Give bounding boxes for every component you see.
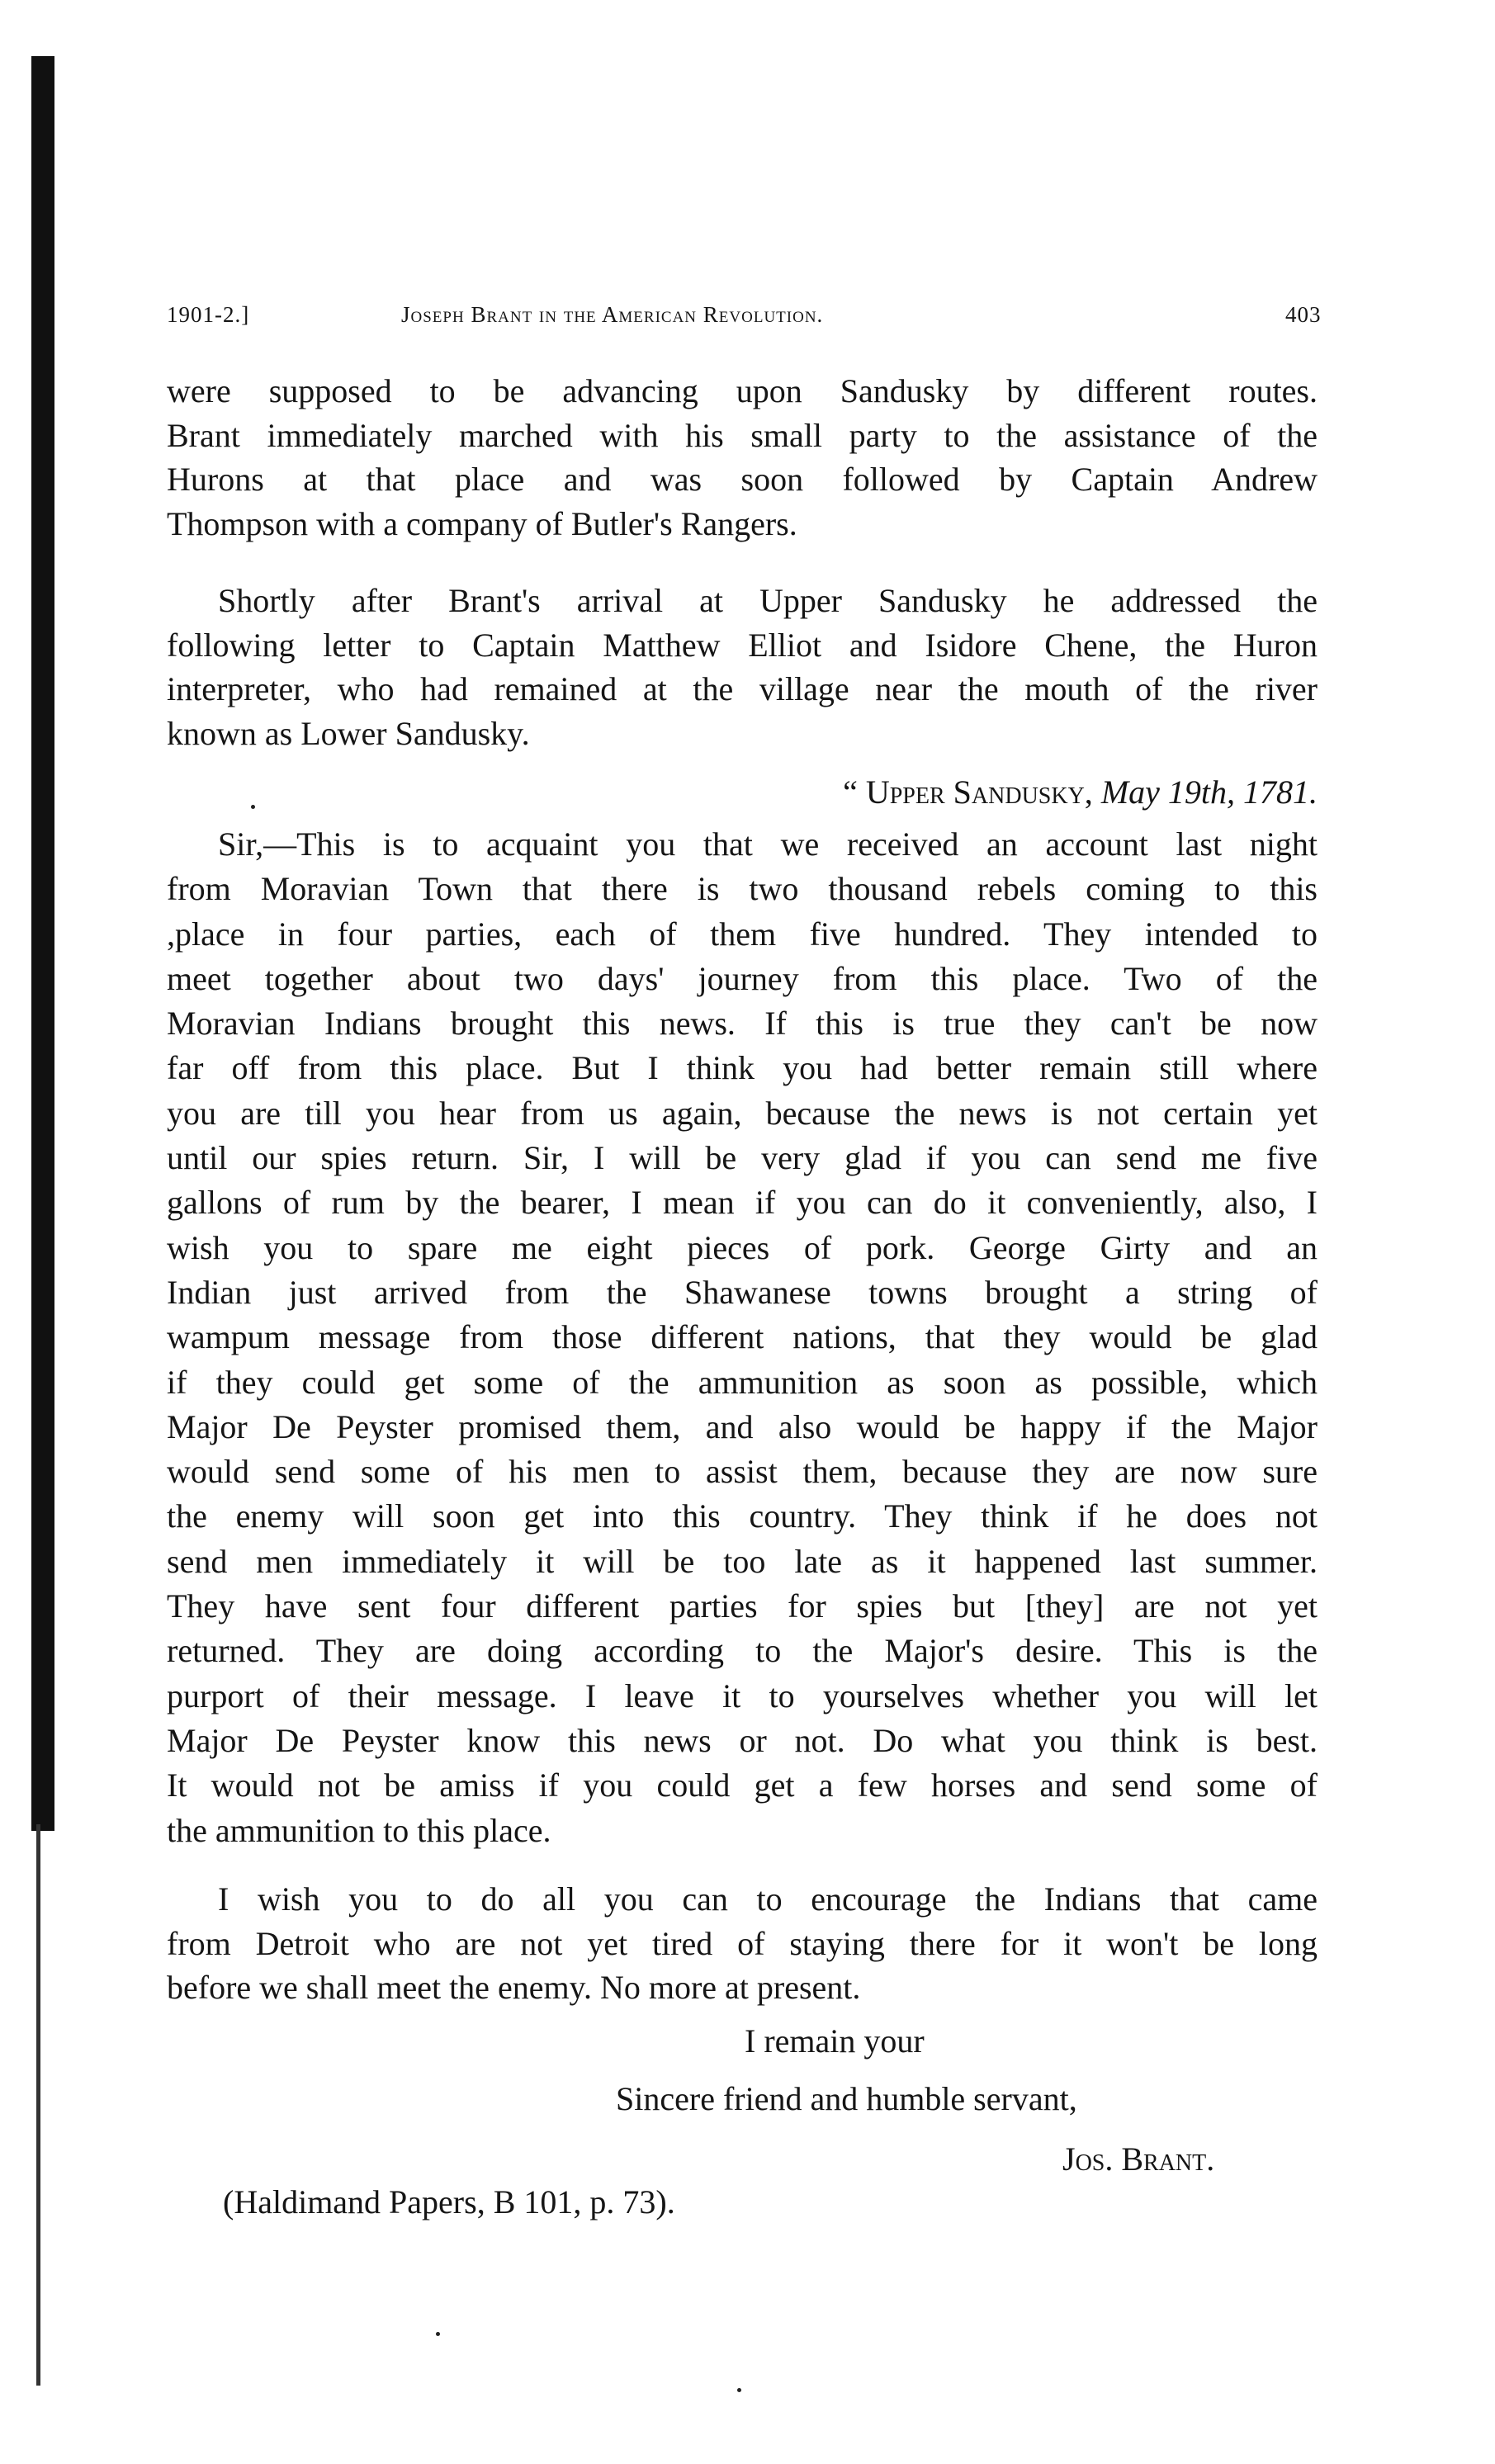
text-line: Shortly after Brant's arrival at Upper Sandusky he addressed the <box>218 582 1318 619</box>
text-line: purport of their message. I leave it to yourselves whether you will let <box>167 1677 1318 1714</box>
page-number: 403 <box>1285 302 1322 327</box>
speck <box>436 2332 440 2336</box>
running-title: Joseph Brant in the American Revolution. <box>401 302 824 327</box>
text-line: the enemy will soon get into this country. They think if he does not <box>167 1497 1318 1535</box>
speck <box>737 2388 741 2392</box>
scan-binding-edge <box>31 56 54 1831</box>
text-line: Indian just arrived from the Shawanese towns brought a string of <box>167 1273 1318 1311</box>
dateline-place: “ Upper Sandusky, <box>843 773 1093 811</box>
text-line: Major De Peyster promised them, and also would be happy if the Major <box>167 1407 1318 1445</box>
text-line: you are till you hear from us again, because the news is not certain yet <box>167 1094 1318 1132</box>
text-line: Moravian Indians brought this news. If this is true they can't be now <box>167 1005 1318 1043</box>
signoff-line-1: I remain your <box>745 2022 925 2060</box>
text-line: Major De Peyster know this news or not. Do what you think is best. <box>167 1721 1318 1759</box>
text-line: from Detroit who are not yet tired of staying there for it won't be long <box>167 1924 1318 1962</box>
signature: Jos. Brant. <box>1062 2140 1215 2178</box>
speck <box>251 805 255 809</box>
text-line: gallons of rum by the bearer, I mean if you can do it conveniently, also, I <box>167 1184 1318 1222</box>
header-volume: 1901-2.] <box>167 302 250 327</box>
text-line: interpreter, who had remained at the village near the mouth of the river <box>167 670 1318 707</box>
text-line: before we shall meet the enemy. No more at present. <box>167 1969 861 2006</box>
text-line: would send some of his men to assist them, because they are now sure <box>167 1453 1318 1491</box>
text-line: send men immediately it will be too late as it happened last summer. <box>167 1542 1318 1580</box>
text-line: the ammunition to this place. <box>167 1811 551 1849</box>
letter-body <box>167 822 1318 1853</box>
text-line: until our spies return. Sir, I will be very glad if you can send me five <box>167 1139 1318 1177</box>
text-line: from Moravian Town that there is two thousand rebels coming to this <box>167 870 1318 908</box>
closing-paragraph <box>167 1877 1318 2010</box>
text-line: meet together about two days' journey from this place. Two of the <box>167 959 1318 997</box>
citation: (Haldimand Papers, B 101, p. 73). <box>223 2183 675 2220</box>
text-line: Sir,—This is to acquaint you that we received an account last night <box>218 825 1318 863</box>
text-line: Brant immediately marched with his small party to the assistance of the <box>167 416 1318 454</box>
text-line: Thompson with a company of Butler's Rangers. <box>167 504 797 542</box>
dateline-date: May 19th, 1781. <box>1100 773 1318 811</box>
paragraph-1 <box>167 369 1318 546</box>
text-line: I wish you to do all you can to encourage the Indians that came <box>218 1880 1318 1918</box>
text-line: far off from this place. But I think you had better remain still where <box>167 1049 1318 1087</box>
text-line: if they could get some of the ammunition as soon as possible, which <box>167 1363 1318 1401</box>
letter-dateline <box>843 773 1318 811</box>
text-line: Hurons at that place and was soon followed by Captain Andrew <box>167 461 1318 498</box>
paragraph-2 <box>167 579 1318 755</box>
text-line: It would not be amiss if you could get a few horses and send some of <box>167 1766 1318 1804</box>
text-line: ,place in four parties, each of them five hundred. They intended to <box>167 915 1318 953</box>
text-line: wampum message from those different nations, that they would be glad <box>167 1318 1318 1356</box>
text-line: wish you to spare me eight pieces of pork. George Girty and an <box>167 1228 1318 1266</box>
text-line: They have sent four different parties for spies but [they] are not yet <box>167 1587 1318 1625</box>
scan-binding-edge-thin <box>36 1824 40 2386</box>
text-line: returned. They are doing according to the Major's desire. This is the <box>167 1632 1318 1670</box>
text-line: known as Lower Sandusky. <box>167 714 530 752</box>
signoff-line-2: Sincere friend and humble servant, <box>616 2080 1077 2117</box>
text-line: following letter to Captain Matthew Elliot and Isidore Chene, the Huron <box>167 626 1318 664</box>
text-line: were supposed to be advancing upon Sandusky by different routes. <box>167 372 1318 409</box>
